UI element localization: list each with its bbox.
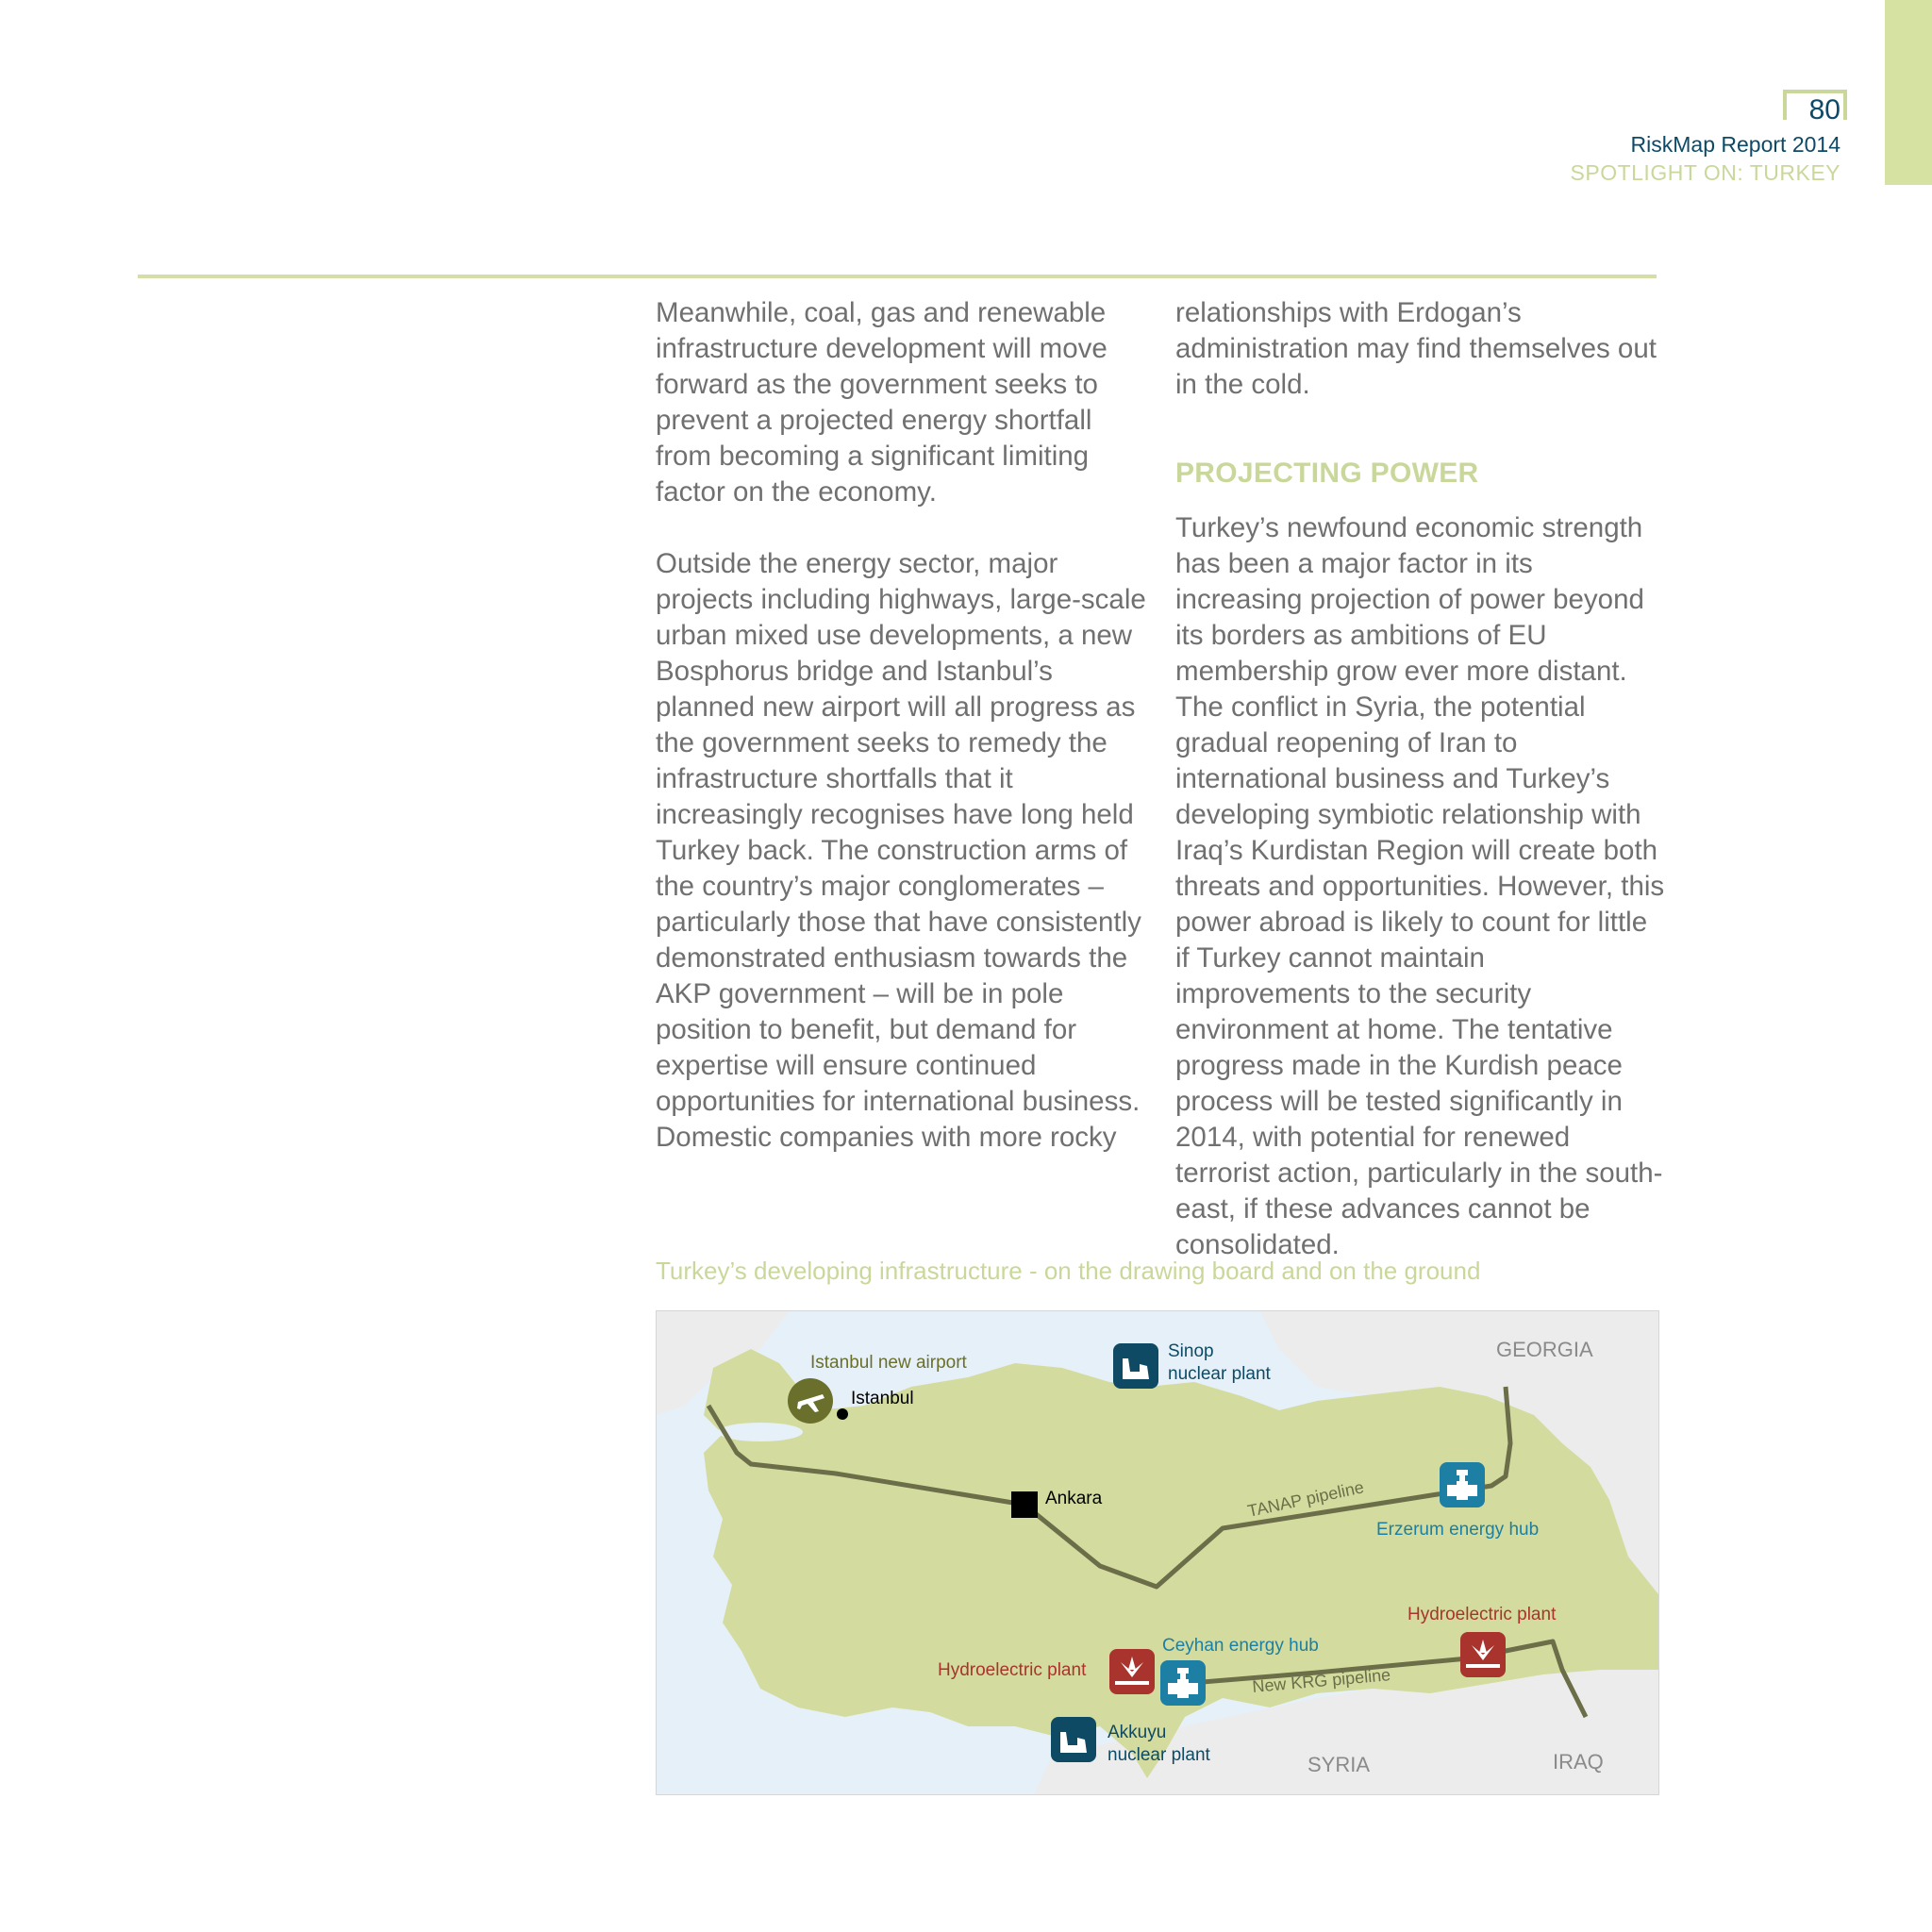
energy-hub-icon	[1160, 1660, 1206, 1706]
hydroelectric-plant-icon	[1460, 1632, 1506, 1677]
map-svg	[657, 1311, 1658, 1794]
ankara-capital-marker	[1011, 1491, 1038, 1518]
istanbul-airport-label: Istanbul new airport	[810, 1353, 967, 1373]
sinop-label-line1: Sinop	[1168, 1341, 1214, 1361]
paragraph: relationships with Erdogan’s administration may find themselves out in the cold.	[1175, 297, 1657, 400]
sinop-label-line2: nuclear plant	[1168, 1364, 1271, 1384]
istanbul-city-dot	[837, 1408, 848, 1420]
paragraph: Turkey’s newfound economic strength has been a major factor in its increasing projection of power beyond its borders as ambitions of EU membership grow ever more distant. The conflict in Syria, the potential gradual reopening of Iran to international business and Turkey’s developing symbiotic relationship with Iraq’s Kurdistan Region will create both threats and opportunities. However, this power abroad is likely to count for little if Turkey cannot maintain improvements to the security environment at home. The tentative progress made in the Kurdish peace process will be tested significantly in 2014, with potential for renewed terrorist action, particularly in the south-east, if these advances cannot be consolidated.	[1175, 512, 1665, 1260]
section-heading: PROJECTING POWER	[1175, 458, 1479, 489]
section-tab	[1885, 0, 1932, 185]
ceyhan-label: Ceyhan energy hub	[1162, 1636, 1319, 1656]
krg-pipeline-label: New KRG pipeline	[1251, 1665, 1391, 1696]
report-title: RiskMap Report 2014	[1630, 132, 1840, 157]
akkuyu-label-line1: Akkuyu	[1108, 1723, 1167, 1742]
text-column-2	[1175, 295, 1666, 1263]
page-number: 80	[1808, 94, 1840, 125]
istanbul-label: Istanbul	[851, 1389, 914, 1408]
nuclear-plant-icon	[1113, 1343, 1158, 1389]
infrastructure-map	[656, 1310, 1659, 1795]
country-label-georgia: GEORGIA	[1496, 1338, 1593, 1361]
hydro-east-label: Hydroelectric plant	[1407, 1605, 1557, 1624]
airport-icon	[788, 1378, 833, 1424]
header-rule	[138, 275, 1657, 278]
paragraph: Outside the energy sector, major projects including highways, large-scale urban mixed use developments, a new Bosphorus bridge and Istanbul’s planned new airport will all progress as the government seeks to remedy the infrastructure shortfalls that it increasingly recognises have long held Turkey back. The construction arms of the country’s major conglomerates – particularly those that have consistently demonstrated enthusiasm towards the AKP government – will be in pole position to benefit, but demand for expertise will ensure continued opportunities for international business. Domestic companies with more rocky	[656, 548, 1146, 1153]
text-column-1	[656, 295, 1146, 1156]
map-caption: Turkey’s developing infrastructure - on the drawing board and on the ground	[656, 1257, 1481, 1285]
energy-hub-icon	[1440, 1462, 1485, 1507]
tanap-pipeline-label: TANAP pipeline	[1245, 1477, 1366, 1521]
country-label-iraq: IRAQ	[1553, 1750, 1604, 1774]
erzerum-label: Erzerum energy hub	[1376, 1520, 1540, 1540]
akkuyu-label-line2: nuclear plant	[1108, 1745, 1210, 1765]
country-label-syria: SYRIA	[1307, 1753, 1371, 1776]
paragraph: Meanwhile, coal, gas and renewable infrastructure development will move forward as the government seeks to prevent a projected energy shortfall from becoming a significant limiting factor on the economy.	[656, 297, 1108, 508]
hydro-west-label: Hydroelectric plant	[938, 1660, 1087, 1680]
ankara-label: Ankara	[1045, 1489, 1103, 1508]
nuclear-plant-icon	[1051, 1717, 1096, 1762]
hydroelectric-plant-icon	[1109, 1649, 1155, 1694]
report-section: SPOTLIGHT ON: TURKEY	[1570, 160, 1840, 185]
